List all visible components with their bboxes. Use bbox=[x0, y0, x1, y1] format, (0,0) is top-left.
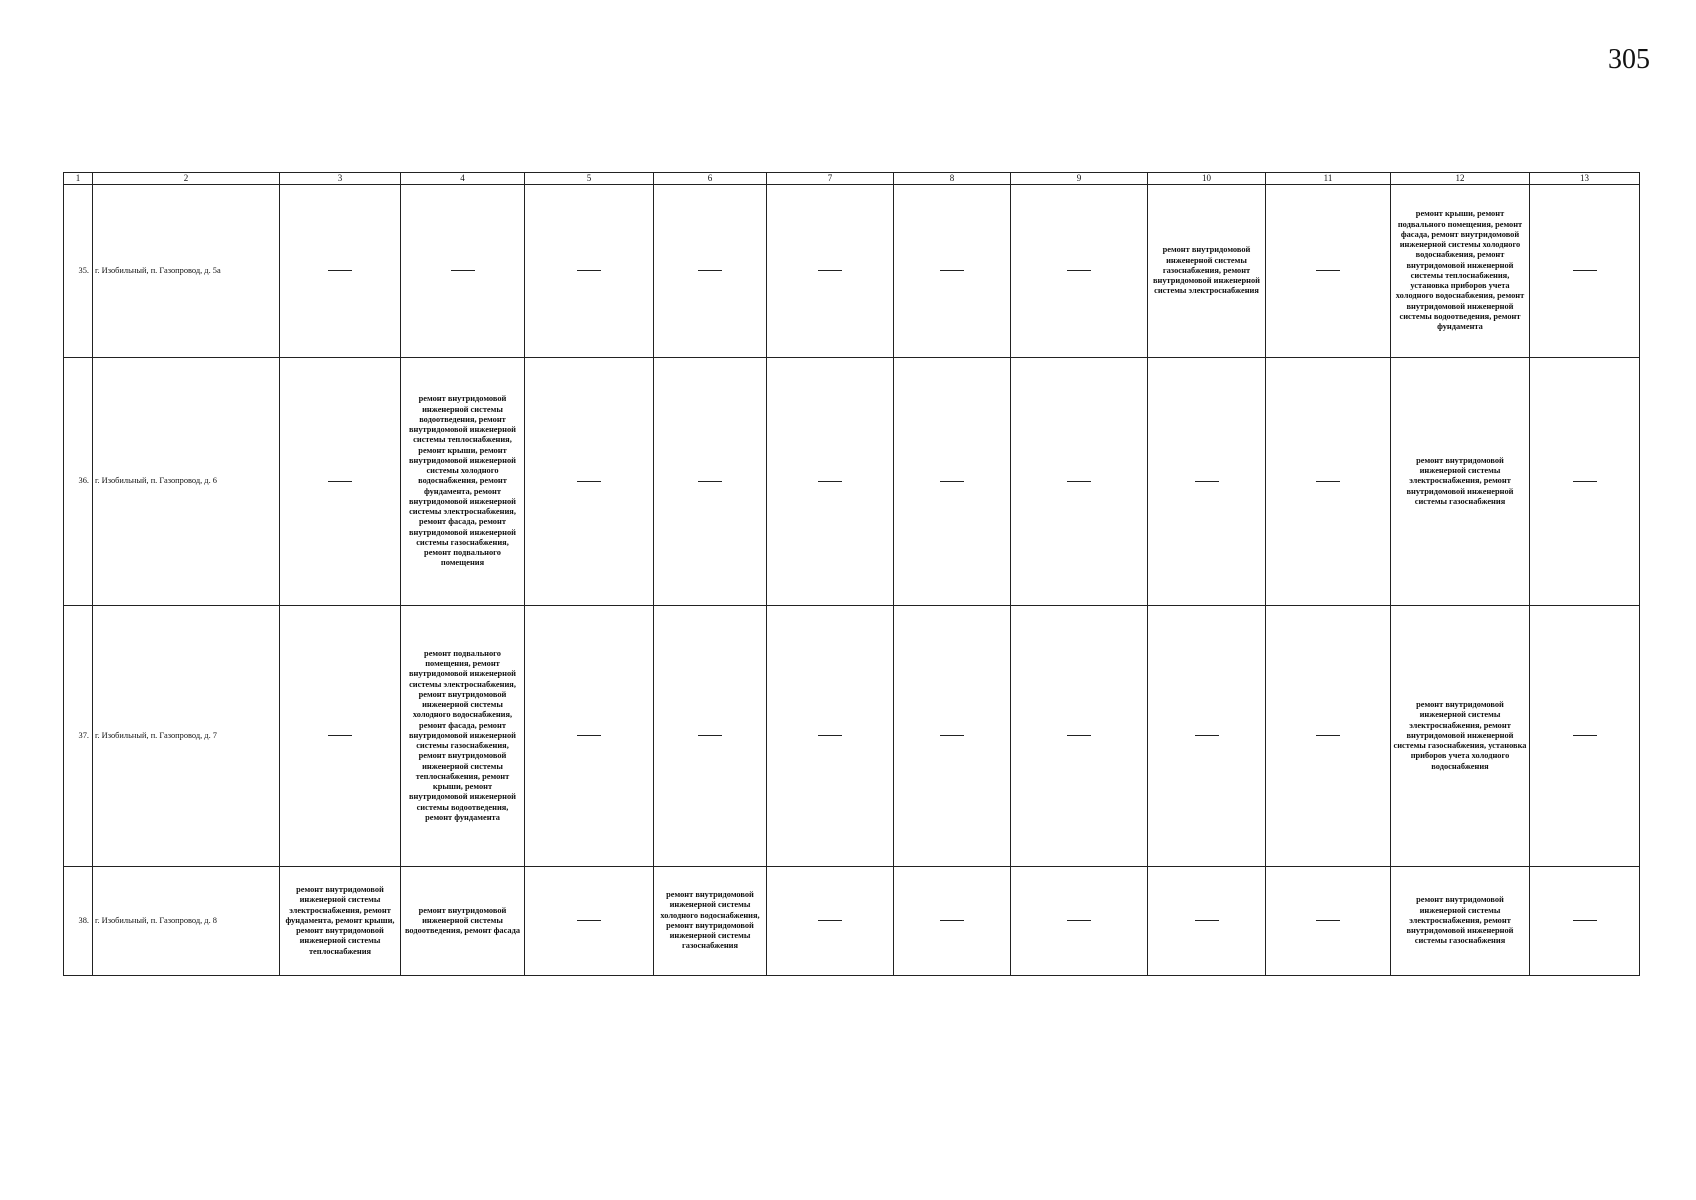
dash-cell bbox=[525, 184, 654, 357]
dash-cell bbox=[525, 866, 654, 975]
dash-cell bbox=[1530, 605, 1640, 866]
dash-cell bbox=[1011, 357, 1148, 605]
work-cell: ремонт внутридомовой инженерной системы электроснабжения, ремонт внутридомовой инженерной системы газоснабжения bbox=[1391, 357, 1530, 605]
row-number: 37. bbox=[64, 605, 93, 866]
dash-mark bbox=[940, 735, 964, 736]
dash-cell bbox=[1266, 605, 1391, 866]
dash-cell bbox=[654, 357, 767, 605]
table-row bbox=[64, 866, 1640, 975]
address-cell: г. Изобильный, п. Газопровод, д. 5а bbox=[93, 184, 280, 357]
dash-cell bbox=[894, 605, 1011, 866]
table-row bbox=[64, 605, 1640, 866]
dash-mark bbox=[451, 270, 475, 271]
work-cell: ремонт внутридомовой инженерной системы электроснабжения, ремонт внутридомовой инженерной системы газоснабжения, установка приборов учета холодного водоснабжения bbox=[1391, 605, 1530, 866]
dash-cell bbox=[1148, 866, 1266, 975]
work-cell: ремонт внутридомовой инженерной системы холодного водоснабжения, ремонт внутридомовой инженерной системы газоснабжения bbox=[654, 866, 767, 975]
address-cell: г. Изобильный, п. Газопровод, д. 7 bbox=[93, 605, 280, 866]
dash-mark bbox=[1067, 270, 1091, 271]
dash-cell bbox=[1011, 184, 1148, 357]
dash-cell bbox=[767, 866, 894, 975]
dash-cell bbox=[654, 184, 767, 357]
dash-mark bbox=[818, 270, 842, 271]
header-cell: 8 bbox=[894, 173, 1011, 185]
repair-schedule-table bbox=[63, 172, 1640, 976]
header-cell: 4 bbox=[401, 173, 525, 185]
header-cell: 12 bbox=[1391, 173, 1530, 185]
dash-mark bbox=[818, 481, 842, 482]
column-number-header bbox=[64, 173, 1640, 185]
dash-mark bbox=[577, 920, 601, 921]
header-cell: 10 bbox=[1148, 173, 1266, 185]
table-row bbox=[64, 184, 1640, 357]
header-cell: 13 bbox=[1530, 173, 1640, 185]
dash-mark bbox=[698, 270, 722, 271]
dash-cell bbox=[525, 357, 654, 605]
dash-mark bbox=[698, 735, 722, 736]
dash-cell bbox=[894, 357, 1011, 605]
table-row bbox=[64, 357, 1640, 605]
dash-mark bbox=[1573, 481, 1597, 482]
dash-mark bbox=[1067, 481, 1091, 482]
dash-mark bbox=[1067, 920, 1091, 921]
work-cell: ремонт внутридомовой инженерной системы водоотведения, ремонт внутридомовой инженерной системы теплоснабжения, ремонт крыши, ремонт внутридомовой инженерной системы холодного водоснабжения, ремонт фундамента, ремонт внутридомовой инженерной системы электроснабжения, ремонт фасада, ремонт внутридомовой инженерной системы газоснабжения, ремонт подвального помещения bbox=[401, 357, 525, 605]
dash-mark bbox=[698, 481, 722, 482]
work-cell: ремонт крыши, ремонт подвального помещения, ремонт фасада, ремонт внутридомовой инженерной системы холодного водоснабжения, ремонт внутридомовой инженерной системы теплоснабжения, установка приборов учета холодного водоснабжения, ремонт внутридомовой инженерной системы водоотведения, ремонт фундамента bbox=[1391, 184, 1530, 357]
header-cell: 2 bbox=[93, 173, 280, 185]
dash-cell bbox=[767, 357, 894, 605]
work-cell: ремонт внутридомовой инженерной системы газоснабжения, ремонт внутридомовой инженерной системы электроснабжения bbox=[1148, 184, 1266, 357]
row-number: 38. bbox=[64, 866, 93, 975]
dash-cell bbox=[894, 866, 1011, 975]
dash-mark bbox=[1195, 481, 1219, 482]
dash-cell bbox=[1011, 866, 1148, 975]
dash-mark bbox=[1316, 270, 1340, 271]
row-number: 35. bbox=[64, 184, 93, 357]
dash-mark bbox=[818, 920, 842, 921]
dash-cell bbox=[1266, 357, 1391, 605]
dash-cell bbox=[654, 605, 767, 866]
dash-cell bbox=[1530, 866, 1640, 975]
dash-cell bbox=[280, 184, 401, 357]
dash-mark bbox=[577, 481, 601, 482]
work-cell: ремонт подвального помещения, ремонт внутридомовой инженерной системы электроснабжения, ремонт внутридомовой инженерной системы холодного водоснабжения, ремонт фасада, ремонт внутридомовой инженерной системы газоснабжения, ремонт внутридомовой инженерной системы теплоснабжения, ремонт крыши, ремонт внутридомовой инженерной системы водоотведения, ремонт фундамента bbox=[401, 605, 525, 866]
address-cell: г. Изобильный, п. Газопровод, д. 6 bbox=[93, 357, 280, 605]
header-cell: 5 bbox=[525, 173, 654, 185]
work-cell: ремонт внутридомовой инженерной системы электроснабжения, ремонт внутридомовой инженерной системы газоснабжения bbox=[1391, 866, 1530, 975]
dash-mark bbox=[577, 735, 601, 736]
dash-cell bbox=[767, 184, 894, 357]
dash-cell bbox=[1530, 357, 1640, 605]
dash-mark bbox=[940, 920, 964, 921]
dash-mark bbox=[940, 270, 964, 271]
dash-mark bbox=[818, 735, 842, 736]
dash-cell bbox=[401, 184, 525, 357]
dash-cell bbox=[1148, 357, 1266, 605]
dash-cell bbox=[1148, 605, 1266, 866]
dash-mark bbox=[940, 481, 964, 482]
header-cell: 7 bbox=[767, 173, 894, 185]
header-cell: 11 bbox=[1266, 173, 1391, 185]
dash-cell bbox=[1011, 605, 1148, 866]
address-cell: г. Изобильный, п. Газопровод, д. 8 bbox=[93, 866, 280, 975]
dash-mark bbox=[1195, 735, 1219, 736]
dash-mark bbox=[1316, 735, 1340, 736]
dash-cell bbox=[1266, 184, 1391, 357]
dash-mark bbox=[577, 270, 601, 271]
dash-cell bbox=[894, 184, 1011, 357]
dash-cell bbox=[525, 605, 654, 866]
dash-mark bbox=[1573, 920, 1597, 921]
dash-cell bbox=[280, 605, 401, 866]
dash-mark bbox=[1573, 735, 1597, 736]
header-cell: 3 bbox=[280, 173, 401, 185]
dash-cell bbox=[1530, 184, 1640, 357]
row-number: 36. bbox=[64, 357, 93, 605]
dash-mark bbox=[1067, 735, 1091, 736]
page-number: 305 bbox=[1608, 44, 1650, 75]
dash-cell bbox=[1266, 866, 1391, 975]
work-cell: ремонт внутридомовой инженерной системы электроснабжения, ремонт фундамента, ремонт крыши, ремонт внутридомовой инженерной системы теплоснабжения bbox=[280, 866, 401, 975]
dash-cell bbox=[280, 357, 401, 605]
dash-mark bbox=[1573, 270, 1597, 271]
dash-mark bbox=[328, 735, 352, 736]
dash-cell bbox=[767, 605, 894, 866]
header-cell: 1 bbox=[64, 173, 93, 185]
dash-mark bbox=[328, 481, 352, 482]
work-cell: ремонт внутридомовой инженерной системы водоотведения, ремонт фасада bbox=[401, 866, 525, 975]
dash-mark bbox=[1316, 481, 1340, 482]
header-cell: 9 bbox=[1011, 173, 1148, 185]
header-cell: 6 bbox=[654, 173, 767, 185]
dash-mark bbox=[1316, 920, 1340, 921]
dash-mark bbox=[1195, 920, 1219, 921]
dash-mark bbox=[328, 270, 352, 271]
